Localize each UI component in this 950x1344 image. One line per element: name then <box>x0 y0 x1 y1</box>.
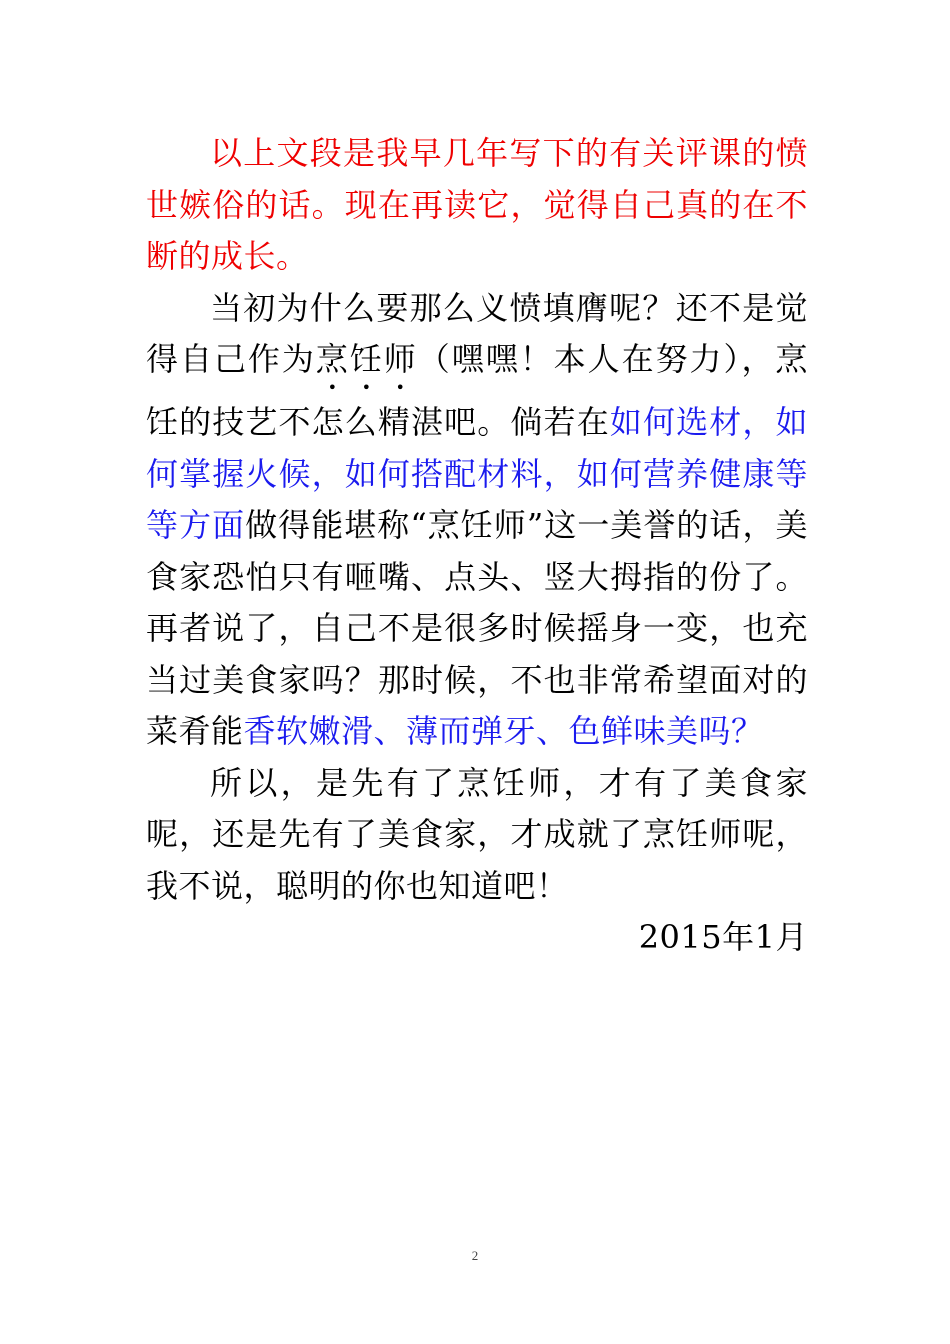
document-body <box>146 128 808 964</box>
paragraph-reflection: 以上文段是我早几年写下的有关评课的愤世嫉俗的话。现在再读它，觉得自己真的在不断的成长。 <box>146 134 808 275</box>
highlighted-text: 香软嫩滑、薄而弹牙、色鲜味美吗？ <box>243 712 764 750</box>
date-signature: 2015年1月 <box>638 918 808 956</box>
text-segment: 当初为什么要那么义愤填膺呢？还不是觉得自己作为 <box>146 288 808 378</box>
page-number: 2 <box>471 1248 479 1263</box>
paragraph-chef-analogy <box>146 283 808 758</box>
highlighted-text: 如何选材，如何掌握火候，如何搭配材料，如何营养健康等等方面 <box>146 403 808 544</box>
text-segment: （嘿嘿！本人在努力），烹饪的技艺不怎么精湛吧。倘若在 <box>146 340 808 441</box>
emphasized-text: 烹饪师 <box>315 340 418 378</box>
text-segment: 做得能堪称“烹饪师”这一美誉的话，美食家恐怕只有咂嘴、点头、竖大拇指的份了。再者说了，自己不是很多时候摇身一变，也充当过美食家吗？那时候，不也非常希望面对的菜肴能 <box>146 506 808 750</box>
paragraph-conclusion: 所以，是先有了烹饪师，才有了美食家呢，还是先有了美食家，才成就了烹饪师呢，我不说，聪明的你也知道吧！ <box>146 763 808 905</box>
